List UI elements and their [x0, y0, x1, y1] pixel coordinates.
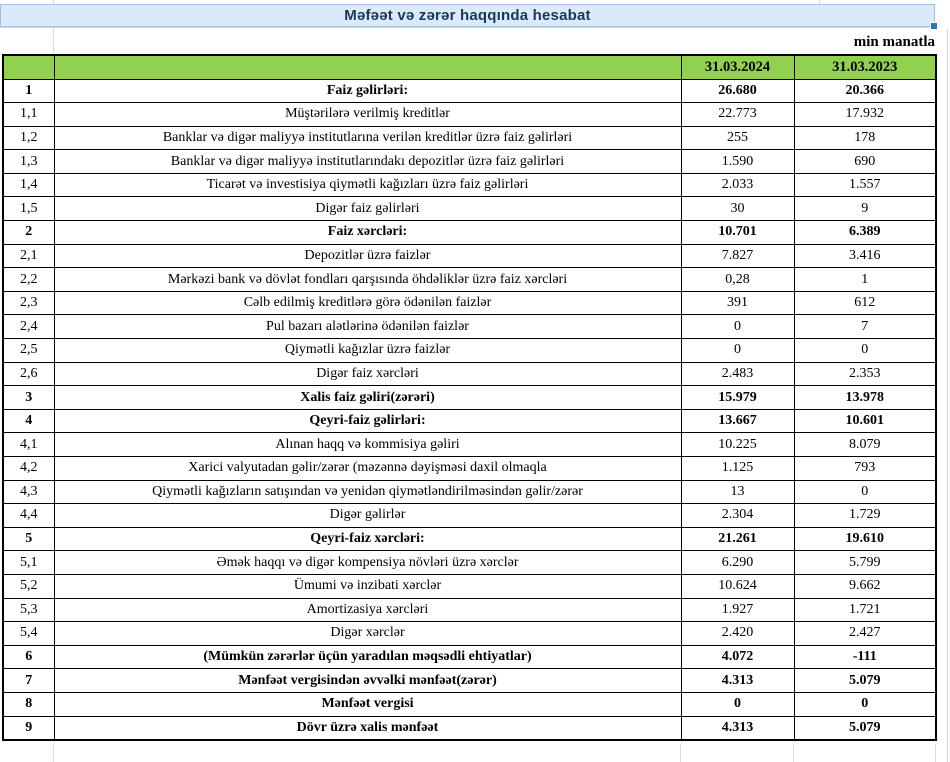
- cell-label[interactable]: Faiz gəlirləri:: [54, 79, 681, 103]
- table-row: [3, 716, 936, 740]
- cell-value-2024[interactable]: 15.979: [681, 386, 794, 410]
- cell-label[interactable]: Dövr üzrə xalis mənfəət: [54, 716, 681, 740]
- cell-value-2023[interactable]: 19.610: [794, 527, 936, 551]
- gridline: [947, 29, 948, 762]
- cell-label[interactable]: (Mümkün zərərlər üçün yaradılan məqsədli ehtiyatlar): [54, 645, 681, 669]
- cell-value-2024[interactable]: 1.927: [681, 598, 794, 622]
- table-row: [3, 504, 936, 528]
- cell-row-number[interactable]: 9: [3, 716, 54, 740]
- cell-value-2023[interactable]: 2.427: [794, 622, 936, 646]
- cell-label[interactable]: Qeyri-faiz xərcləri:: [54, 527, 681, 551]
- table-row: [3, 457, 936, 481]
- table-row: [3, 197, 936, 221]
- cell-value-2024[interactable]: 10.701: [681, 221, 794, 245]
- cell-value-2024[interactable]: 22.773: [681, 103, 794, 127]
- table-row: [3, 150, 936, 174]
- cell-label[interactable]: Amortizasiya xərcləri: [54, 598, 681, 622]
- cell-row-number[interactable]: 2,5: [3, 339, 54, 363]
- cell-value-2023[interactable]: 690: [794, 150, 936, 174]
- cell-value-2024[interactable]: 391: [681, 291, 794, 315]
- cell-value-2023[interactable]: 10.601: [794, 409, 936, 433]
- cell-value-2023[interactable]: 8.079: [794, 433, 936, 457]
- cell-value-2024[interactable]: 4.313: [681, 669, 794, 693]
- cell-row-number[interactable]: 5,4: [3, 622, 54, 646]
- cell-value-2023[interactable]: 3.416: [794, 244, 936, 268]
- table-row: [3, 126, 936, 150]
- gridline: [935, 744, 936, 762]
- table-row: [3, 244, 936, 268]
- cell-label[interactable]: Mənfəət vergisi: [54, 692, 681, 716]
- cell-label[interactable]: Mərkəzi bank və dövlət fondları qarşısında öhdəliklər üzrə faiz xərcləri: [54, 268, 681, 292]
- cell-row-number[interactable]: 3: [3, 386, 54, 410]
- cell-label[interactable]: Qeyri-faiz gəlirləri:: [54, 409, 681, 433]
- cell-label[interactable]: Digər xərclər: [54, 622, 681, 646]
- cell-value-2024[interactable]: 255: [681, 126, 794, 150]
- table-row: [3, 527, 936, 551]
- cell-label[interactable]: Banklar və digər maliyyə institutlarına verilən kreditlər üzrə faiz gəlirləri: [54, 126, 681, 150]
- cell-value-2024[interactable]: 13.667: [681, 409, 794, 433]
- cell-value-2024[interactable]: 0: [681, 315, 794, 339]
- header-cell-description[interactable]: [54, 55, 681, 79]
- table-row: [3, 79, 936, 103]
- table-row: [3, 315, 936, 339]
- cell-value-2023[interactable]: 17.932: [794, 103, 936, 127]
- cell-row-number[interactable]: 2,3: [3, 291, 54, 315]
- table-row: [3, 433, 936, 457]
- cell-value-2023[interactable]: 0: [794, 692, 936, 716]
- cell-row-number[interactable]: 1,2: [3, 126, 54, 150]
- table-row: [3, 221, 936, 245]
- cell-label[interactable]: Ümumi və inzibati xərclər: [54, 574, 681, 598]
- unit-note: min manatla: [853, 34, 935, 50]
- cell-label[interactable]: Qiymətli kağızlar üzrə faizlər: [54, 339, 681, 363]
- cell-value-2024[interactable]: 0: [681, 692, 794, 716]
- header-cell-date-2024[interactable]: 31.03.2024: [681, 55, 794, 79]
- cell-value-2024[interactable]: 10.624: [681, 574, 794, 598]
- cell-row-number[interactable]: 1,5: [3, 197, 54, 221]
- cell-row-number[interactable]: 4,3: [3, 480, 54, 504]
- cell-value-2024[interactable]: 21.261: [681, 527, 794, 551]
- cell-label[interactable]: Pul bazarı alətlərinə ödənilən faizlər: [54, 315, 681, 339]
- cell-row-number[interactable]: 8: [3, 692, 54, 716]
- cell-label[interactable]: Depozitlər üzrə faizlər: [54, 244, 681, 268]
- cell-value-2024[interactable]: 10.225: [681, 433, 794, 457]
- cell-value-2023[interactable]: 2.353: [794, 362, 936, 386]
- cell-row-number[interactable]: 5,1: [3, 551, 54, 575]
- cell-label[interactable]: Əmək haqqı və digər kompensiya növləri üzrə xərclər: [54, 551, 681, 575]
- table-row: [3, 339, 936, 363]
- table-row: [3, 291, 936, 315]
- cell-value-2024[interactable]: 2.033: [681, 173, 794, 197]
- cell-label[interactable]: Faiz xərcləri:: [54, 221, 681, 245]
- cell-row-number[interactable]: 7: [3, 669, 54, 693]
- page-title: Məfəət və zərər haqqında hesabat: [344, 7, 591, 24]
- cell-value-2024[interactable]: 0: [681, 339, 794, 363]
- cell-value-2023[interactable]: 1.721: [794, 598, 936, 622]
- cell-row-number[interactable]: 6: [3, 645, 54, 669]
- table-row: [3, 173, 936, 197]
- cell-value-2024[interactable]: 6.290: [681, 551, 794, 575]
- cell-label[interactable]: Cəlb edilmiş kreditlərə görə ödənilən faizlər: [54, 291, 681, 315]
- cell-label[interactable]: Ticarət və investisiya qiymətli kağızları üzrə faiz gəlirləri: [54, 173, 681, 197]
- table-row: [3, 268, 936, 292]
- table-row: [3, 103, 936, 127]
- report-title-cell[interactable]: [0, 4, 935, 27]
- cell-value-2024[interactable]: 4.313: [681, 716, 794, 740]
- cell-value-2024[interactable]: 1.125: [681, 457, 794, 481]
- cell-label[interactable]: Mənfəət vergisindən əvvəlki mənfəət(zərər): [54, 669, 681, 693]
- header-row: [3, 55, 936, 79]
- cell-row-number[interactable]: 2: [3, 221, 54, 245]
- table-row: [3, 692, 936, 716]
- gridline: [53, 744, 54, 762]
- cell-row-number[interactable]: 2,2: [3, 268, 54, 292]
- cell-value-2023[interactable]: 1: [794, 268, 936, 292]
- table-row: [3, 574, 936, 598]
- table-row: [3, 551, 936, 575]
- cell-label[interactable]: Xarici valyutadan gəlir/zərər (məzənnə dəyişməsi daxil olmaqla: [54, 457, 681, 481]
- cell-value-2024[interactable]: 26.680: [681, 79, 794, 103]
- cell-row-number[interactable]: 4,1: [3, 433, 54, 457]
- cell-value-2024[interactable]: 1.590: [681, 150, 794, 174]
- cell-label[interactable]: Qiymətli kağızların satışından və yenidən qiymətləndirilməsindən gəlir/zərər: [54, 480, 681, 504]
- cell-value-2023[interactable]: 1.729: [794, 504, 936, 528]
- cell-label[interactable]: Digər faiz gəlirləri: [54, 197, 681, 221]
- cell-value-2023[interactable]: 5.799: [794, 551, 936, 575]
- cell-label[interactable]: Digər gəlirlər: [54, 504, 681, 528]
- table-row: [3, 598, 936, 622]
- cell-value-2023[interactable]: 0: [794, 339, 936, 363]
- cell-label[interactable]: Alınan haqq və kommisiya gəliri: [54, 433, 681, 457]
- cell-value-2024[interactable]: 30: [681, 197, 794, 221]
- cell-value-2024[interactable]: 2.304: [681, 504, 794, 528]
- table-row: [3, 362, 936, 386]
- cell-value-2024[interactable]: 4.072: [681, 645, 794, 669]
- cell-row-number[interactable]: 2,1: [3, 244, 54, 268]
- cell-row-number[interactable]: 1,1: [3, 103, 54, 127]
- cell-row-number[interactable]: 4,2: [3, 457, 54, 481]
- cell-value-2023[interactable]: 9: [794, 197, 936, 221]
- gridline: [680, 744, 681, 762]
- cell-value-2023[interactable]: 5.079: [794, 716, 936, 740]
- cell-label[interactable]: Digər faiz xərcləri: [54, 362, 681, 386]
- cell-row-number[interactable]: 5,2: [3, 574, 54, 598]
- table-row: [3, 409, 936, 433]
- cell-value-2024[interactable]: 13: [681, 480, 794, 504]
- cell-value-2023[interactable]: 7: [794, 315, 936, 339]
- table-row: [3, 669, 936, 693]
- cell-value-2023[interactable]: 612: [794, 291, 936, 315]
- gridline: [793, 744, 794, 762]
- header-cell-date-2023[interactable]: 31.03.2023: [794, 55, 936, 79]
- cell-value-2023[interactable]: 1.557: [794, 173, 936, 197]
- cell-row-number[interactable]: 1: [3, 79, 54, 103]
- cell-row-number[interactable]: 1,4: [3, 173, 54, 197]
- cell-label[interactable]: Müştərilərə verilmiş kreditlər: [54, 103, 681, 127]
- cell-label[interactable]: Xalis faiz gəliri(zərəri): [54, 386, 681, 410]
- cell-value-2023[interactable]: 0: [794, 480, 936, 504]
- table-row: [3, 622, 936, 646]
- table-row: [3, 386, 936, 410]
- cell-value-2024[interactable]: 2.420: [681, 622, 794, 646]
- cell-value-2023[interactable]: 5.079: [794, 669, 936, 693]
- cell-value-2023[interactable]: 793: [794, 457, 936, 481]
- cell-value-2023[interactable]: 6.389: [794, 221, 936, 245]
- cell-row-number[interactable]: 2,6: [3, 362, 54, 386]
- cell-row-number[interactable]: 4: [3, 409, 54, 433]
- cell-value-2024[interactable]: 0,28: [681, 268, 794, 292]
- cell-value-2023[interactable]: 178: [794, 126, 936, 150]
- cell-row-number[interactable]: 1,3: [3, 150, 54, 174]
- cell-label[interactable]: Banklar və digər maliyyə institutlarındakı depozitlər üzrə faiz gəlirləri: [54, 150, 681, 174]
- table-row: [3, 480, 936, 504]
- cell-value-2023[interactable]: 20.366: [794, 79, 936, 103]
- pl-table: [2, 54, 937, 741]
- cell-row-number[interactable]: 4,4: [3, 504, 54, 528]
- cell-row-number[interactable]: 5: [3, 527, 54, 551]
- header-cell-number[interactable]: [3, 55, 54, 79]
- cell-row-number[interactable]: 5,3: [3, 598, 54, 622]
- cell-value-2024[interactable]: 2.483: [681, 362, 794, 386]
- cell-row-number[interactable]: 2,4: [3, 315, 54, 339]
- cell-value-2024[interactable]: 7.827: [681, 244, 794, 268]
- cell-value-2023[interactable]: -111: [794, 645, 936, 669]
- cell-value-2023[interactable]: 9.662: [794, 574, 936, 598]
- fill-handle[interactable]: [930, 22, 938, 30]
- cell-value-2023[interactable]: 13.978: [794, 386, 936, 410]
- table-row: [3, 645, 936, 669]
